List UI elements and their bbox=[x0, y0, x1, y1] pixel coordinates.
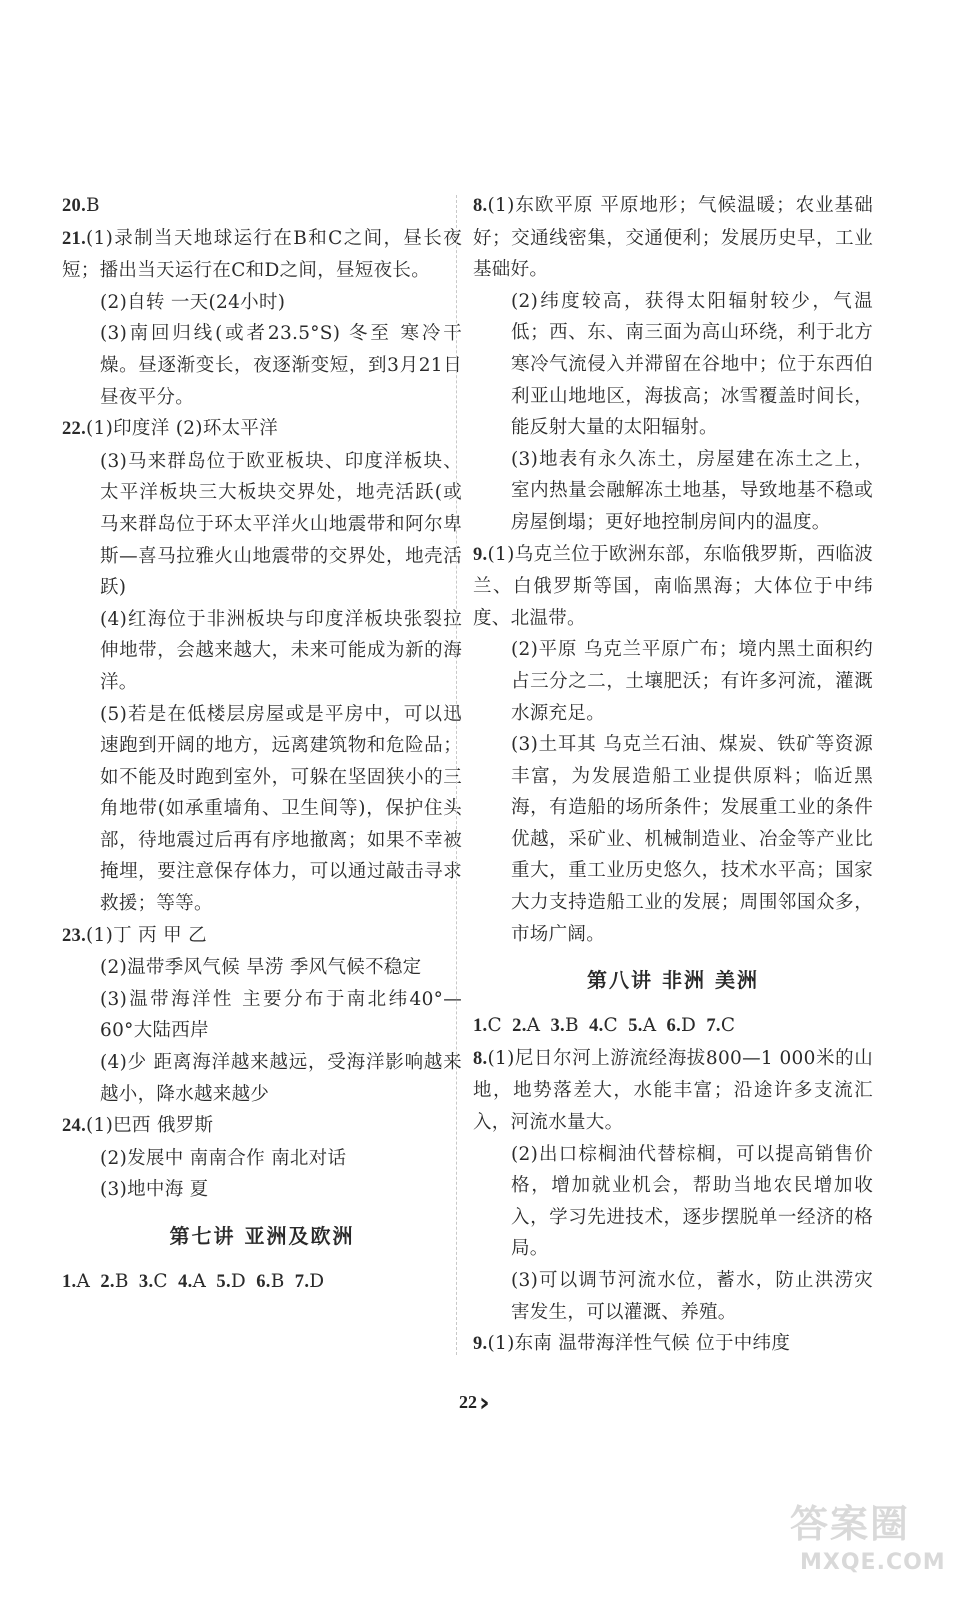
answer-part: (3)地中海 夏 bbox=[100, 1179, 209, 1201]
page-number: 22 › bbox=[459, 1387, 490, 1418]
section-title-7: 第七讲 亚洲及欧洲 bbox=[169, 1224, 355, 1248]
answer-part: (3)地表有永久冻土，房屋建在冻土之上，室内热量会融解冻土地基，导致地基不稳或房屋倒塌；更好地控制房间内的温度。 bbox=[511, 448, 873, 533]
answer-part: (5)若是在低楼层房屋或是平房中，可以迅速跑到开阔的地方，远离建筑物和危险品；如不能及时跑到室外，可躲在坚固狭小的三角地带(如承重墙角、卫生间等)，保护住头部，待地震过后再有序地撤离；如果不幸被掩埋，要注意保存体力，可以通过敲击寻求救援；等等。 bbox=[100, 703, 462, 915]
left-column bbox=[62, 190, 462, 1299]
answer-part: (4)红海位于非洲板块与印度洋板块张裂拉伸地带，会越来越大，未来可能成为新的海洋。 bbox=[100, 608, 462, 693]
answer-part: (2)发展中 南南合作 南北对话 bbox=[100, 1147, 347, 1169]
question-9: 9.(1)乌克兰位于欧洲东部，东临俄罗斯，西临波兰、白俄罗斯等国，南临黑海；大体位于中纬度、北温带。 bbox=[473, 543, 873, 629]
right-column bbox=[473, 190, 873, 1361]
question-24: 24.(1)巴西 俄罗斯 bbox=[62, 1115, 214, 1137]
answer-part: (2)温带季风气候 旱涝 季风气候不稳定 bbox=[100, 957, 422, 979]
question-20: 20.B bbox=[62, 195, 100, 216]
answer-part: (3)土耳其 乌克兰石油、煤炭、铁矿等资源丰富，为发展造船工业提供原料；临近黑海，有造船的场所条件；发展重工业的条件优越，采矿业、机械制造业、冶金等产业比重大，重工业历史悠久，技术水平高；国家大力支持造船工业的发展；周围邻国众多，市场广阔。 bbox=[511, 734, 873, 945]
watermark-logo: 答案圈 MXQE.COM bbox=[790, 1502, 946, 1575]
chevron-right-icon: › bbox=[479, 1387, 490, 1418]
answer-part: (4)少 距离海洋越来越远，受海洋影响越来越小，降水越来越少 bbox=[100, 1052, 462, 1105]
question-8-africa: 8.(1)尼日尔河上游流经海拔800—1 000米的山地，地势落差大，水能丰富；沿途许多支流汇入，河流水量大。 bbox=[473, 1047, 873, 1134]
question-8: 8.(1)东欧平原 平原地形；气候温暖；农业基础好；交通线密集，交通便利；发展历史早，工业基础好。 bbox=[473, 195, 873, 281]
column-divider bbox=[456, 195, 457, 1355]
answer-part: (3)可以调节河流水位，蓄水，防止洪涝灾害发生，可以灌溉、养殖。 bbox=[511, 1270, 873, 1323]
mcq-answers-7: 1.A 2.B 3.C 4.A 5.D 6.B 7.D bbox=[62, 1271, 325, 1292]
answer-part: (2)纬度较高，获得太阳辐射较少，气温低；西、东、南三面为高山环绕，利于北方寒冷气流侵入并滞留在谷地中；位于东西伯利亚山地地区，海拔高；冰雪覆盖时间长，能反射大量的太阳辐射。 bbox=[511, 290, 873, 439]
section-title-8: 第八讲 非洲 美洲 bbox=[587, 968, 759, 993]
mcq-answers-8: 1.C 2.A 3.B 4.C 5.A 6.D 7.C bbox=[473, 1015, 736, 1037]
question-21: 21.(1)录制当天地球运行在B和C之间，昼长夜短；播出当天运行在C和D之间，昼短夜长。 bbox=[62, 227, 462, 282]
answer-part: (2)自转 一天(24小时) bbox=[100, 291, 286, 313]
answer-part: (3)温带海洋性 主要分布于南北纬40°—60°大陆西岸 bbox=[100, 988, 462, 1042]
answer-part: (2)平原 乌克兰平原广布；境内黑土面积约占三分之二，土壤肥沃；有许多河流，灌溉水源充足。 bbox=[511, 639, 873, 724]
question-22: 22.(1)印度洋 (2)环太平洋 bbox=[62, 418, 279, 440]
answer-part: (3)南回归线(或者23.5°S) 冬至 寒冷干燥。昼逐渐变长，夜逐渐变短，到3月21日昼夜平分。 bbox=[100, 323, 462, 408]
question-23: 23.(1)丁 丙 甲 乙 bbox=[62, 924, 207, 946]
answer-part: (2)出口棕榈油代替棕榈，可以提高销售价格，增加就业机会，帮助当地农民增加收入，学习先进技术，逐步摆脱单一经济的格局。 bbox=[511, 1143, 873, 1260]
question-9-africa: 9.(1)东南 温带海洋性气候 位于中纬度 bbox=[473, 1333, 791, 1355]
answer-part: (3)马来群岛位于欧亚板块、印度洋板块、太平洋板块三大板块交界处，地壳活跃(或马来群岛位于环太平洋火山地震带和阿尔卑斯—喜马拉雅火山地震带的交界处，地壳活跃) bbox=[100, 450, 462, 599]
